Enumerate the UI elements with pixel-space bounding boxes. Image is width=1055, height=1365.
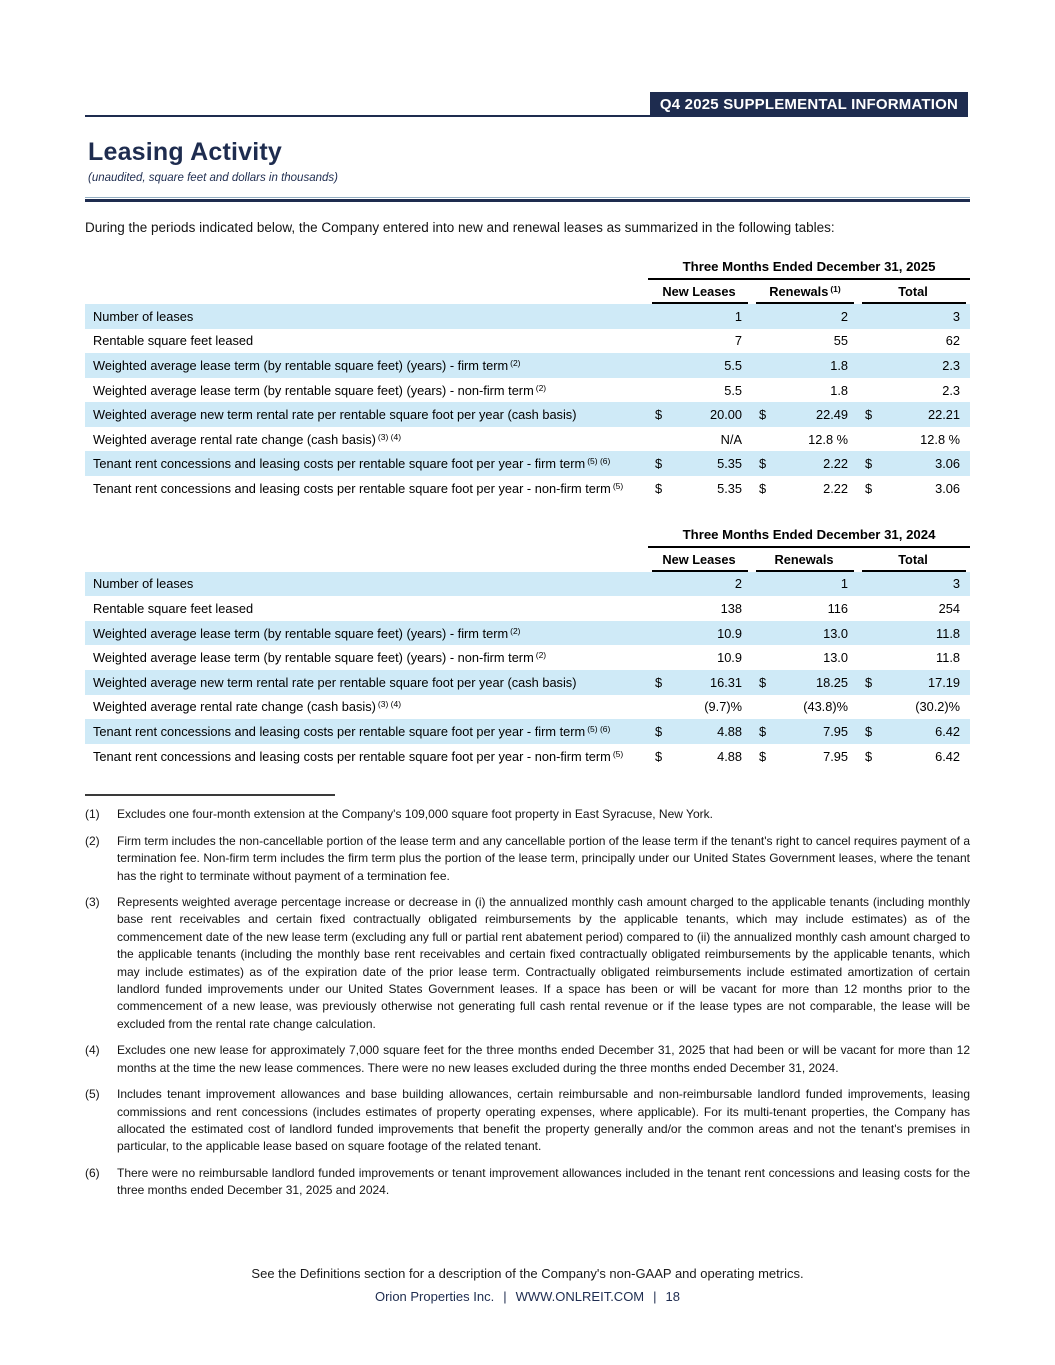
dollar-sign: $ bbox=[655, 407, 663, 423]
dollar-sign: $ bbox=[759, 674, 767, 690]
cell-value: (43.8)% bbox=[803, 699, 848, 715]
table-row bbox=[85, 476, 970, 501]
cell-value: 62 bbox=[945, 333, 961, 349]
dollar-sign bbox=[648, 572, 670, 597]
table-row bbox=[85, 645, 970, 670]
dollar-sign: $ bbox=[759, 724, 767, 740]
table-row bbox=[85, 596, 970, 621]
row-label: Rentable square feet leased bbox=[93, 333, 254, 349]
row-label: Rentable square feet leased bbox=[93, 601, 254, 617]
dollar-sign bbox=[752, 695, 776, 720]
row-label: Weighted average rental rate change (cash basis) bbox=[93, 431, 376, 447]
cell-value: 11.8 bbox=[936, 625, 961, 641]
period-header-row bbox=[85, 527, 970, 548]
cell-value: 116 bbox=[827, 601, 848, 617]
table-row bbox=[85, 670, 970, 695]
row-label: Weighted average lease term (by rentable square feet) (years) - non-firm term bbox=[93, 650, 534, 666]
column-header-total: Total bbox=[862, 548, 966, 572]
footnote-text: There were no reimbursable landlord funded improvements or tenant improvement allowances included in the tenant rent concessions and leasing costs for the three months ended December 31, 2025 and 2024. bbox=[117, 1165, 970, 1198]
dollar-sign bbox=[648, 621, 670, 646]
dollar-sign bbox=[858, 427, 884, 452]
column-header-row bbox=[85, 548, 970, 572]
footnote-divider bbox=[85, 794, 335, 796]
table-row bbox=[85, 329, 970, 354]
dollar-sign bbox=[648, 304, 670, 329]
row-label: Weighted average rental rate change (cash basis) bbox=[93, 699, 376, 715]
footnotes-section bbox=[85, 794, 970, 1199]
dollar-sign bbox=[858, 596, 884, 621]
row-label: Tenant rent concessions and leasing costs per rentable square foot per year - non-firm term bbox=[93, 480, 611, 496]
cell-value: 2 bbox=[734, 576, 742, 592]
dollar-sign bbox=[648, 329, 670, 354]
footnote-number: (5) bbox=[85, 1087, 100, 1102]
dollar-sign bbox=[858, 572, 884, 597]
cell-value: 1 bbox=[840, 576, 848, 592]
table-row bbox=[85, 719, 970, 744]
dollar-sign bbox=[752, 645, 776, 670]
dollar-sign bbox=[648, 695, 670, 720]
cell-value: 1.8 bbox=[830, 382, 848, 398]
cell-value: 13.0 bbox=[823, 650, 848, 666]
row-label-sup: (2) bbox=[510, 357, 521, 368]
cell-value: 4.88 bbox=[717, 748, 742, 764]
cell-value: 12.8 % bbox=[920, 431, 961, 447]
column-header-sup: (1) bbox=[830, 283, 841, 294]
dollar-sign bbox=[858, 353, 884, 378]
footnote-number: (1) bbox=[85, 807, 100, 822]
footnote-text: Includes tenant improvement allowances and base building allowances, certain reimbursable and non-reimbursable landlord funded improvements, leasing commissions and rent concessions (includes estimates of property operating expenses, where applicable). For its multi-tenant properties, the Company has allocated the estimated cost of landlord funded improvements that benefit the property generally and/or the common areas and not the tenant's premises in particular, to the applicable lease based on square footage of the related tenant. bbox=[117, 1087, 970, 1154]
row-label-sup: (3) (4) bbox=[377, 431, 402, 442]
dollar-sign: $ bbox=[655, 456, 663, 472]
supplemental-info-banner: Q4 2025 SUPPLEMENTAL INFORMATION bbox=[650, 92, 968, 117]
cell-value: 10.9 bbox=[717, 625, 742, 641]
footnote-3 bbox=[85, 894, 970, 1033]
row-label: Weighted average new term rental rate per rentable square foot per year (cash basis) bbox=[93, 407, 577, 423]
row-label-sup: (2) bbox=[510, 625, 521, 636]
dollar-sign bbox=[752, 329, 776, 354]
dollar-sign: $ bbox=[759, 456, 767, 472]
cell-value: 254 bbox=[938, 601, 961, 617]
footnote-number: (3) bbox=[85, 895, 100, 910]
footnote-2 bbox=[85, 833, 970, 885]
footer-page-number: 18 bbox=[665, 1289, 680, 1304]
cell-value: 7 bbox=[734, 333, 742, 349]
footnote-text: Excludes one four-month extension at the Company's 109,000 square foot property in East Syracuse, New York. bbox=[117, 807, 713, 822]
cell-value: 7.95 bbox=[823, 748, 848, 764]
cell-value: 5.5 bbox=[724, 382, 742, 398]
dollar-sign bbox=[858, 304, 884, 329]
cell-value: 22.49 bbox=[815, 407, 848, 423]
cell-value: 55 bbox=[833, 333, 848, 349]
footer-definitions-note: See the Definitions section for a description of the Company's non-GAAP and operating metrics. bbox=[251, 1266, 804, 1281]
cell-value: 3 bbox=[952, 576, 961, 592]
row-label: Weighted average lease term (by rentable square feet) (years) - non-firm term bbox=[93, 382, 534, 398]
row-label: Weighted average lease term (by rentable square feet) (years) - firm term bbox=[93, 357, 509, 373]
intro-text: During the periods indicated below, the Company entered into new and renewal leases as summarized in the following tables: bbox=[85, 220, 835, 235]
row-label-sup: (5) (6) bbox=[587, 724, 611, 735]
row-label-sup: (5) bbox=[612, 748, 624, 759]
footer-separator: | bbox=[653, 1289, 657, 1304]
row-label: Weighted average new term rental rate per rentable square foot per year (cash basis) bbox=[93, 674, 577, 690]
cell-value: 2.22 bbox=[823, 480, 848, 496]
cell-value: (30.2)% bbox=[915, 699, 961, 715]
footnote-number: (4) bbox=[85, 1043, 100, 1058]
dollar-sign bbox=[752, 596, 776, 621]
column-header-row bbox=[85, 280, 970, 304]
table-row bbox=[85, 304, 970, 329]
footnote-text: Firm term includes the non-cancellable portion of the lease term and any cancellable portion of the lease term if the tenant's right to cancel requires payment of a termination fee. Non-firm term includes the firm term plus the portion of the lease term, principally under our United States Government leases, where the tenant has the right to terminate without payment of a termination fee. bbox=[117, 833, 970, 883]
cell-value: 5.5 bbox=[724, 357, 742, 373]
page-subtitle: (unaudited, square feet and dollars in thousands) bbox=[88, 172, 338, 184]
cell-value: 16.31 bbox=[709, 674, 742, 690]
footnote-number: (2) bbox=[85, 833, 100, 848]
dollar-sign: $ bbox=[655, 674, 663, 690]
cell-value: 22.21 bbox=[927, 407, 961, 423]
dollar-sign: $ bbox=[655, 748, 663, 764]
dollar-sign bbox=[648, 353, 670, 378]
cell-value: 12.8 % bbox=[808, 431, 848, 447]
dollar-sign bbox=[752, 304, 776, 329]
cell-value: 7.95 bbox=[823, 724, 848, 740]
cell-value: (9.7)% bbox=[704, 699, 742, 715]
table-row bbox=[85, 378, 970, 403]
cell-value: 17.19 bbox=[927, 674, 961, 690]
footer-company-name: Orion Properties Inc. bbox=[374, 1289, 495, 1304]
table-row bbox=[85, 451, 970, 476]
footnote-text: Excludes one new lease for approximately 7,000 square feet for the three months ended December 31, 2025 that had been or will be vacant for more than 12 months at the time the new lease commences. There were no new leases excluded during the three months ended December 31, 2024. bbox=[117, 1043, 970, 1075]
cell-value: N/A bbox=[720, 431, 742, 447]
dollar-sign bbox=[858, 378, 884, 403]
dollar-sign: $ bbox=[759, 748, 767, 764]
dollar-sign: $ bbox=[865, 674, 873, 690]
column-header-renewals: Renewals $^{(1)}$ bbox=[756, 280, 854, 304]
cell-value: 2.3 bbox=[942, 357, 961, 373]
dollar-sign bbox=[752, 621, 776, 646]
table-row bbox=[85, 402, 970, 427]
footnote-1 bbox=[85, 806, 970, 823]
column-header-new-leases: New Leases bbox=[652, 280, 748, 304]
row-label-sup: (2) bbox=[535, 382, 547, 393]
table-row bbox=[85, 353, 970, 378]
dollar-sign bbox=[752, 427, 776, 452]
dollar-sign bbox=[858, 695, 884, 720]
cell-value: 13.0 bbox=[823, 625, 848, 641]
dollar-sign bbox=[648, 427, 670, 452]
page-title: Leasing Activity bbox=[88, 138, 282, 166]
banner-rule bbox=[85, 115, 968, 117]
cell-value: 20.00 bbox=[709, 407, 742, 423]
dollar-sign bbox=[752, 353, 776, 378]
dollar-sign bbox=[858, 645, 884, 670]
dollar-sign: $ bbox=[759, 480, 767, 496]
footer-line bbox=[0, 1289, 1055, 1304]
cell-value: 18.25 bbox=[815, 674, 848, 690]
footnote-4 bbox=[85, 1042, 970, 1077]
footer-website: WWW.ONLREIT.COM bbox=[515, 1289, 645, 1304]
footnote-text: Represents weighted average percentage increase or decrease in (i) the annualized monthly cash amount charged to the applicable tenants (including monthly base rent receivables and certain fixed contractually obligated reimbursements by the applicable tenants, which may include estimates) as of the commencement date of the new lease term (excluding any full or partial rent abatement period) compared to (ii) the annualized monthly cash amount charged to the applicable tenants (including the monthly base rent receivables and certain fixed contractually obligated reimbursements by the applicable tenants, which may include estimates) as of the expiration date of the prior lease term. Contractually obligated reimbursements include estimated amortization of certain landlord funded improvements under our United States Government leases. If a space has been or will be vacant for more than 12 months prior to the commencement of a new lease, was previously otherwise not generating full cash rental revenue or if the lease types are not comparable, the lease will be excluded from the rental rate change calculation. bbox=[117, 895, 970, 1031]
row-label-sup: (5) bbox=[612, 480, 624, 491]
leasing-table-2024 bbox=[85, 527, 970, 769]
cell-value: 4.88 bbox=[717, 724, 742, 740]
row-label: Number of leases bbox=[93, 576, 194, 592]
table-period-header: Three Months Ended December 31, 2024 bbox=[648, 527, 970, 548]
cell-value: 11.8 bbox=[936, 650, 961, 666]
cell-value: 3 bbox=[952, 308, 961, 324]
title-rule bbox=[85, 197, 970, 202]
row-label: Tenant rent concessions and leasing costs per rentable square foot per year - non-firm term bbox=[93, 748, 611, 764]
cell-value: 2.3 bbox=[942, 382, 961, 398]
dollar-sign bbox=[648, 645, 670, 670]
table-row bbox=[85, 621, 970, 646]
dollar-sign: $ bbox=[865, 724, 873, 740]
footnote-5 bbox=[85, 1086, 970, 1156]
cell-value: 10.9 bbox=[717, 650, 742, 666]
row-label: Number of leases bbox=[93, 308, 194, 324]
period-header-row bbox=[85, 259, 970, 280]
row-label-sup: (3) (4) bbox=[377, 699, 402, 710]
page-footer bbox=[0, 1266, 1055, 1304]
dollar-sign bbox=[648, 378, 670, 403]
column-header-total: Total bbox=[862, 280, 966, 304]
footnote-number: (6) bbox=[85, 1165, 100, 1180]
row-label-sup: (5) (6) bbox=[587, 456, 611, 467]
cell-value: 6.42 bbox=[935, 724, 961, 740]
column-header-renewals: Renewals bbox=[756, 548, 854, 572]
dollar-sign: $ bbox=[655, 480, 663, 496]
dollar-sign bbox=[752, 378, 776, 403]
table-row bbox=[85, 572, 970, 597]
row-label: Tenant rent concessions and leasing costs per rentable square foot per year - firm term bbox=[93, 724, 586, 740]
dollar-sign: $ bbox=[655, 724, 663, 740]
cell-value: 5.35 bbox=[717, 456, 742, 472]
cell-value: 6.42 bbox=[935, 748, 961, 764]
dollar-sign bbox=[752, 572, 776, 597]
table-row bbox=[85, 695, 970, 720]
row-label-sup: (2) bbox=[535, 650, 547, 661]
leasing-table-2025 bbox=[85, 259, 970, 501]
cell-value: 3.06 bbox=[935, 456, 961, 472]
footnote-6 bbox=[85, 1165, 970, 1200]
dollar-sign bbox=[648, 596, 670, 621]
dollar-sign: $ bbox=[865, 748, 873, 764]
dollar-sign bbox=[858, 329, 884, 354]
cell-value: 2 bbox=[840, 308, 848, 324]
footer-separator: | bbox=[503, 1289, 507, 1304]
column-header-new-leases: New Leases bbox=[652, 548, 748, 572]
cell-value: 1.8 bbox=[830, 357, 848, 373]
table-period-header: Three Months Ended December 31, 2025 bbox=[648, 259, 970, 280]
dollar-sign: $ bbox=[865, 456, 873, 472]
row-label: Weighted average lease term (by rentable square feet) (years) - firm term bbox=[93, 625, 509, 641]
dollar-sign: $ bbox=[865, 480, 873, 496]
dollar-sign: $ bbox=[759, 407, 767, 423]
cell-value: 5.35 bbox=[717, 480, 742, 496]
dollar-sign bbox=[858, 621, 884, 646]
row-label: Tenant rent concessions and leasing costs per rentable square foot per year - firm term bbox=[93, 456, 586, 472]
cell-value: 1 bbox=[734, 308, 742, 324]
dollar-sign: $ bbox=[865, 407, 873, 423]
table-row bbox=[85, 427, 970, 452]
cell-value: 138 bbox=[720, 601, 742, 617]
cell-value: 3.06 bbox=[935, 480, 961, 496]
table-row bbox=[85, 744, 970, 769]
cell-value: 2.22 bbox=[823, 456, 848, 472]
